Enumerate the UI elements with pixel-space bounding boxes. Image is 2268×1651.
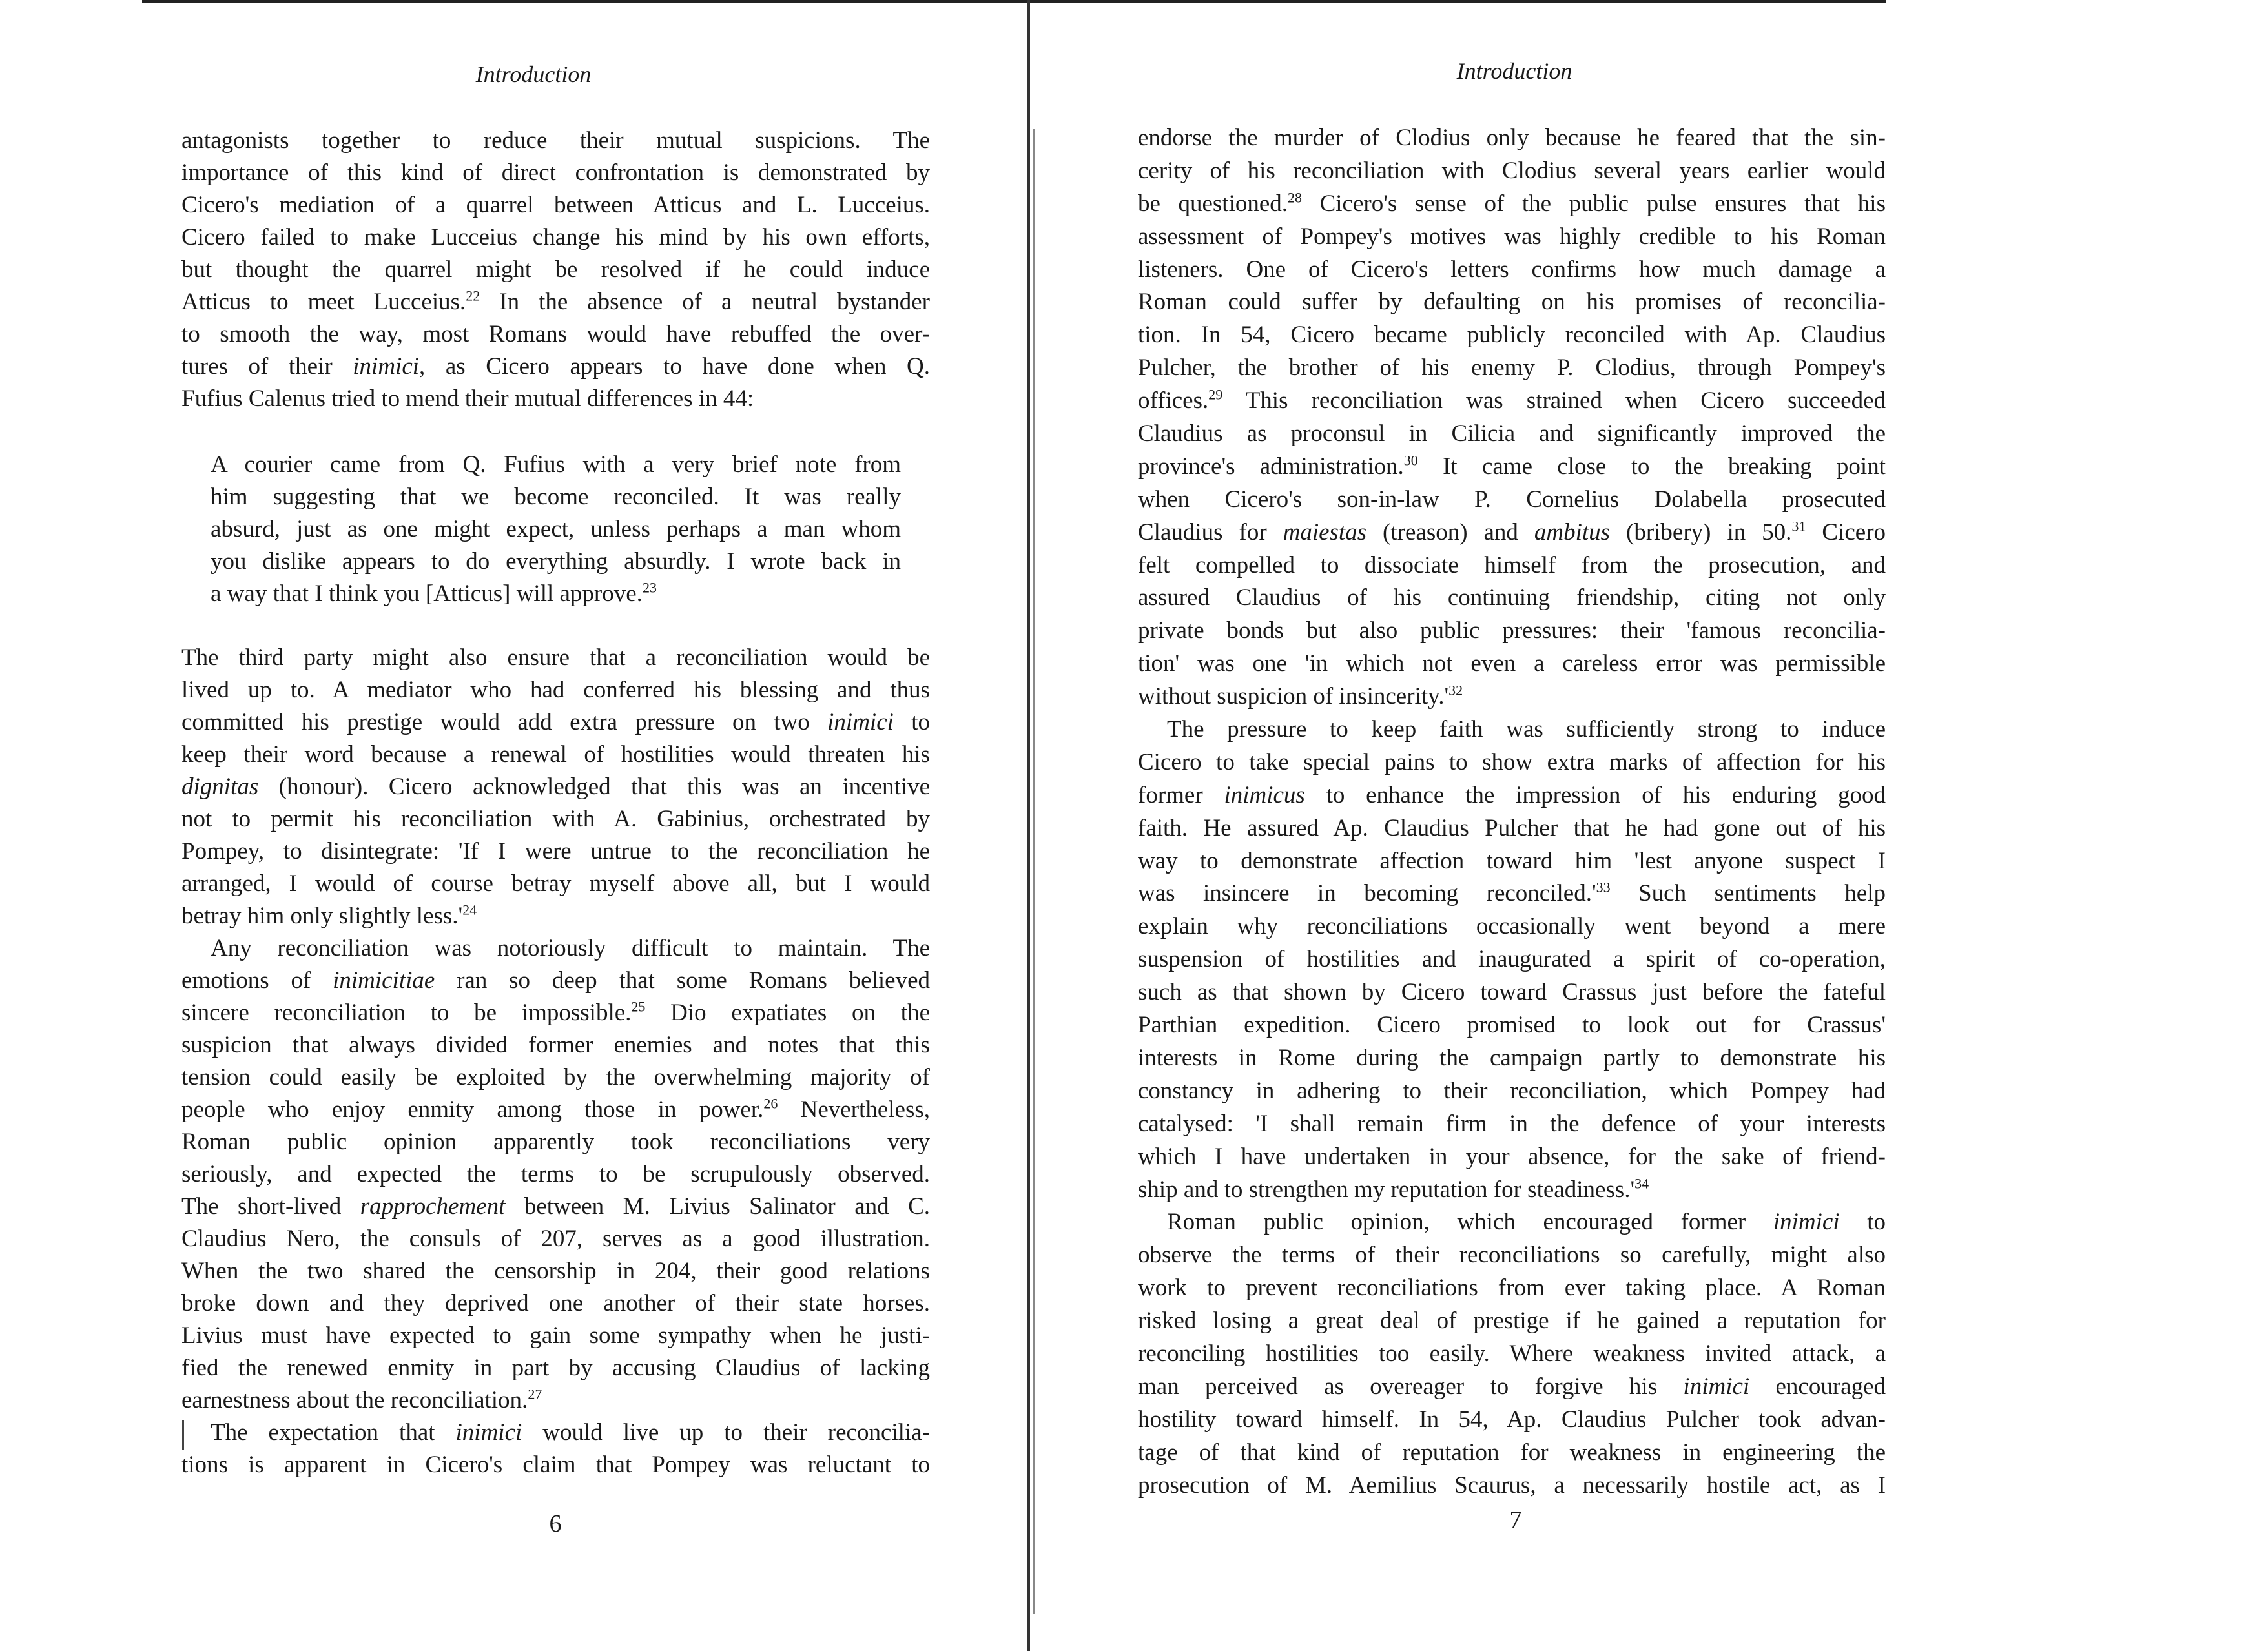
text-line: lived up to. A mediator who had conferred his blessing and thus [181, 677, 930, 703]
scan-top-edge [142, 0, 1886, 3]
right-paragraphs [1138, 122, 1886, 1502]
text-line: absurd, just as one might expect, unless perhaps a man whom [211, 516, 901, 542]
text-line: without suspicion of $insincerity.'^{32}$ [1138, 682, 1463, 710]
text-line: cerity of his reconciliation with Clodius several years earlier would [1138, 157, 1886, 184]
text-line: A courier came from Q. Fufius with a very brief note from [211, 451, 901, 478]
text-line: such as that shown by Cicero toward Crassus just before the fateful [1138, 979, 1886, 1006]
text-line: prosecution of M. Aemilius Scaurus, a necessarily hostile act, as I [1138, 1472, 1886, 1499]
text-line: when Cicero's son-in-law P. Cornelius Dolabella prosecuted [1138, 486, 1886, 513]
right-page-number: 7 [1509, 1506, 1522, 1533]
text-line: Roman could suffer by defaulting on his promises of reconcilia- [1138, 289, 1886, 316]
text-line: broke down and they deprived one another of their state horses. [181, 1290, 930, 1317]
text-line: endorse the murder of Clodius only because he feared that the sin- [1138, 125, 1886, 151]
text-line: not to permit his reconciliation with A. Gabinius, orchestrated by [181, 806, 930, 832]
text-line: Roman public opinion, which encouraged former inimici to [1167, 1209, 1886, 1236]
text-line: The short-lived rapprochement between M. Livius Salinator and C. [181, 1193, 930, 1220]
text-line: man perceived as overeager to forgive his inimici encouraged [1138, 1373, 1886, 1400]
italic-term: inimici [827, 709, 894, 735]
text-line: a way that I think you [Atticus] will approve.$^{23}$ [211, 579, 657, 607]
text-line: committed his prestige would add extra pressure on two inimici to [181, 709, 930, 735]
text-line: Claudius for maiestas (treason) and ambitus (bribery) in 50.31 Cicero [1138, 518, 1886, 546]
text-line: tion. In 54, Cicero became publicly reconciled with Ap. Claudius [1138, 322, 1886, 349]
text-line: Fufius Calenus tried to mend their mutual differences in 44: [181, 385, 754, 412]
text-line: The third party might also ensure that a reconciliation would be [181, 644, 930, 671]
text-line: arranged, I would of course betray myself above all, but I would [181, 870, 930, 897]
text-line: people who enjoy enmity among those in power.$^{26}$ Nevertheless, [181, 1095, 930, 1123]
text-line: Any reconciliation was notoriously difficult to maintain. The [211, 935, 930, 961]
text-line: keep their word because a renewal of hostilities would threaten his [181, 741, 930, 768]
text-line: hostility toward himself. In 54, Ap. Claudius Pulcher took advan- [1138, 1406, 1886, 1433]
text-line: way to demonstrate affection toward him 'lest anyone suspect I [1138, 847, 1886, 874]
footnote-ref: 30 [1403, 452, 1418, 469]
left-paragraphs [181, 642, 930, 1481]
text-line: which I have undertaken in your absence, for the sake of friend- [1138, 1143, 1886, 1170]
text-line: dignitas (honour). Cicero acknowledged that this was an incentive [181, 774, 930, 800]
text-line: tage of that kind of reputation for weakness in engineering the [1138, 1439, 1886, 1466]
text-line: but thought the quarrel might be resolved if he could induce [181, 256, 930, 283]
text-line: sincere reconciliation to be impossible.$^{25}$ Dio expatiates on the [181, 998, 930, 1026]
text-line: earnestness about the reconciliation.$^{27}$ [181, 1386, 542, 1413]
right-running-header: Introduction [1456, 58, 1572, 84]
text-line: emotions of inimicitiae ran so deep that some Romans believed [181, 967, 930, 994]
margin-mark [182, 1420, 184, 1450]
text-line: When the two shared the censorship in 204, their good relations [181, 1258, 930, 1284]
footnote-ref: 23 [642, 579, 657, 596]
text-line: province's administration.$^{30}$ It came close to the breaking point [1138, 452, 1886, 480]
book-gutter [1027, 0, 1030, 1651]
text-line: faith. He assured Ap. Claudius Pulcher that he had gone out of his [1138, 814, 1886, 841]
footnote-ref: 29 [1208, 386, 1223, 403]
text-line: reconciling hostilities too easily. Where weakness invited attack, a [1138, 1340, 1886, 1367]
text-line: ship and to strengthen my reputation for $steadiness.'^{34}$ [1138, 1175, 1649, 1203]
text-line: betray him only slightly $less.'^{24}$ [181, 901, 477, 929]
text-line: The expectation that inimici would live up to their reconcilia- [211, 1419, 930, 1446]
text-line: tion' was one 'in which not even a careless error was permissible [1138, 650, 1886, 677]
text-line: assured Claudius of his continuing friendship, citing not only [1138, 584, 1886, 611]
text-line: felt compelled to dissociate himself from the prosecution, and [1138, 551, 1886, 579]
left-running-header: Introduction [475, 61, 592, 87]
text-line: be questioned.$^{28}$ Cicero's sense of the public pulse ensures that his [1138, 189, 1886, 217]
text-line: listeners. One of Cicero's letters confirms how much damage a [1138, 256, 1886, 283]
italic-term: inimici [1683, 1373, 1750, 1400]
italic-term: inimici [455, 1419, 522, 1446]
text-line: work to prevent reconciliations from ever taking place. A Roman [1138, 1275, 1886, 1302]
text-line: The pressure to keep faith was sufficiently strong to induce [1167, 716, 1886, 743]
footnote-ref: 25 [631, 998, 646, 1015]
italic-term: ambitus [1534, 518, 1611, 546]
footnote-ref: 22 [466, 287, 480, 304]
book-gutter-shadow [1033, 129, 1035, 1614]
italic-term: inimicus [1224, 781, 1305, 808]
text-line: was insincere in becoming $reconciled.'^{33}$ Such sentiments help [1138, 879, 1886, 907]
footnote-ref: 33 [1596, 879, 1611, 896]
footnote-ref: 26 [763, 1095, 778, 1112]
text-line: offices.$^{29}$ This reconciliation was strained when Cicero succeeded [1138, 386, 1886, 415]
text-line: tures of their inimici, as Cicero appears to have done when Q. [181, 353, 930, 380]
text-line: private bonds but also public pressures: their 'famous reconcilia- [1138, 617, 1886, 644]
text-line: antagonists together to reduce their mutual suspicions. The [181, 127, 930, 154]
footnote-ref: 27 [528, 1386, 542, 1402]
left-block-quote [211, 449, 901, 610]
text-line: Livius must have expected to gain some sympathy when he justi- [181, 1322, 930, 1349]
text-line: Parthian expedition. Cicero promised to look out for Crassus' [1138, 1012, 1886, 1039]
text-line: interests in Rome during the campaign partly to demonstrate his [1138, 1044, 1886, 1071]
text-line: former inimicus to enhance the impression of his enduring good [1138, 781, 1886, 808]
text-line: Claudius Nero, the consuls of 207, serves as a good illustration. [181, 1225, 930, 1252]
text-line: Pompey, to disintegrate: 'If I were untrue to the reconciliation he [181, 838, 930, 865]
text-line: Cicero to take special pains to show extra marks of affection for his [1138, 748, 1886, 775]
left-page-number: 6 [549, 1510, 562, 1537]
text-line: Atticus to meet Lucceius.$^{22}$ In the absence of a neutral bystander [181, 287, 930, 315]
italic-term: inimicitiae [333, 967, 435, 994]
text-line: tions is apparent in Cicero's claim that Pompey was reluctant to [181, 1451, 930, 1478]
italic-term: rapprochement [360, 1193, 506, 1220]
text-line: observe the terms of their reconciliations so carefully, might also [1138, 1242, 1886, 1269]
footnote-ref: 28 [1288, 189, 1303, 206]
footnote-ref: 32 [1448, 682, 1463, 699]
text-line: Pulcher, the brother of his enemy P. Clodius, through Pompey's [1138, 354, 1886, 382]
text-line: risked losing a great deal of prestige if he gained a reputation for [1138, 1307, 1886, 1335]
text-line: him suggesting that we become reconciled. It was really [211, 484, 901, 510]
text-line: seriously, and expected the terms to be scrupulously observed. [181, 1161, 930, 1187]
left-paragraph-1 [181, 125, 930, 415]
italic-term: inimici [353, 353, 420, 380]
text-line: suspicion that always divided former enemies and notes that this [181, 1032, 930, 1058]
text-line: constancy in adhering to their reconciliation, which Pompey had [1138, 1077, 1886, 1104]
italic-term: maiestas [1283, 518, 1367, 546]
text-line: Claudius as proconsul in Cilicia and significantly improved the [1138, 420, 1886, 447]
text-line: suspension of hostilities and inaugurated a spirit of co-operation, [1138, 946, 1886, 973]
text-line: tension could easily be exploited by the overwhelming majority of [181, 1064, 930, 1091]
text-line: you dislike appears to do everything absurdly. I wrote back in [211, 548, 901, 575]
italic-term: inimici [1773, 1209, 1840, 1236]
footnote-ref: 34 [1634, 1175, 1649, 1192]
text-line: to smooth the way, most Romans would have rebuffed the over- [181, 321, 930, 347]
text-line: assessment of Pompey's motives was highly credible to his Roman [1138, 223, 1886, 250]
text-line: fied the renewed enmity in part by accusing Claudius of lacking [181, 1355, 930, 1381]
footnote-ref: 31 [1791, 518, 1806, 535]
text-line: Roman public opinion apparently took reconciliations very [181, 1129, 930, 1155]
text-line: catalysed: 'I shall remain firm in the defence of your interests [1138, 1110, 1886, 1137]
footnote-ref: 24 [462, 901, 477, 918]
text-line: Cicero failed to make Lucceius change his mind by his own efforts, [181, 224, 930, 251]
text-line: importance of this kind of direct confrontation is demonstrated by [181, 159, 930, 186]
italic-term: dignitas [181, 774, 259, 800]
text-line: Cicero's mediation of a quarrel between Atticus and L. Lucceius. [181, 192, 930, 218]
text-line: explain why reconciliations occasionally went beyond a mere [1138, 913, 1886, 940]
